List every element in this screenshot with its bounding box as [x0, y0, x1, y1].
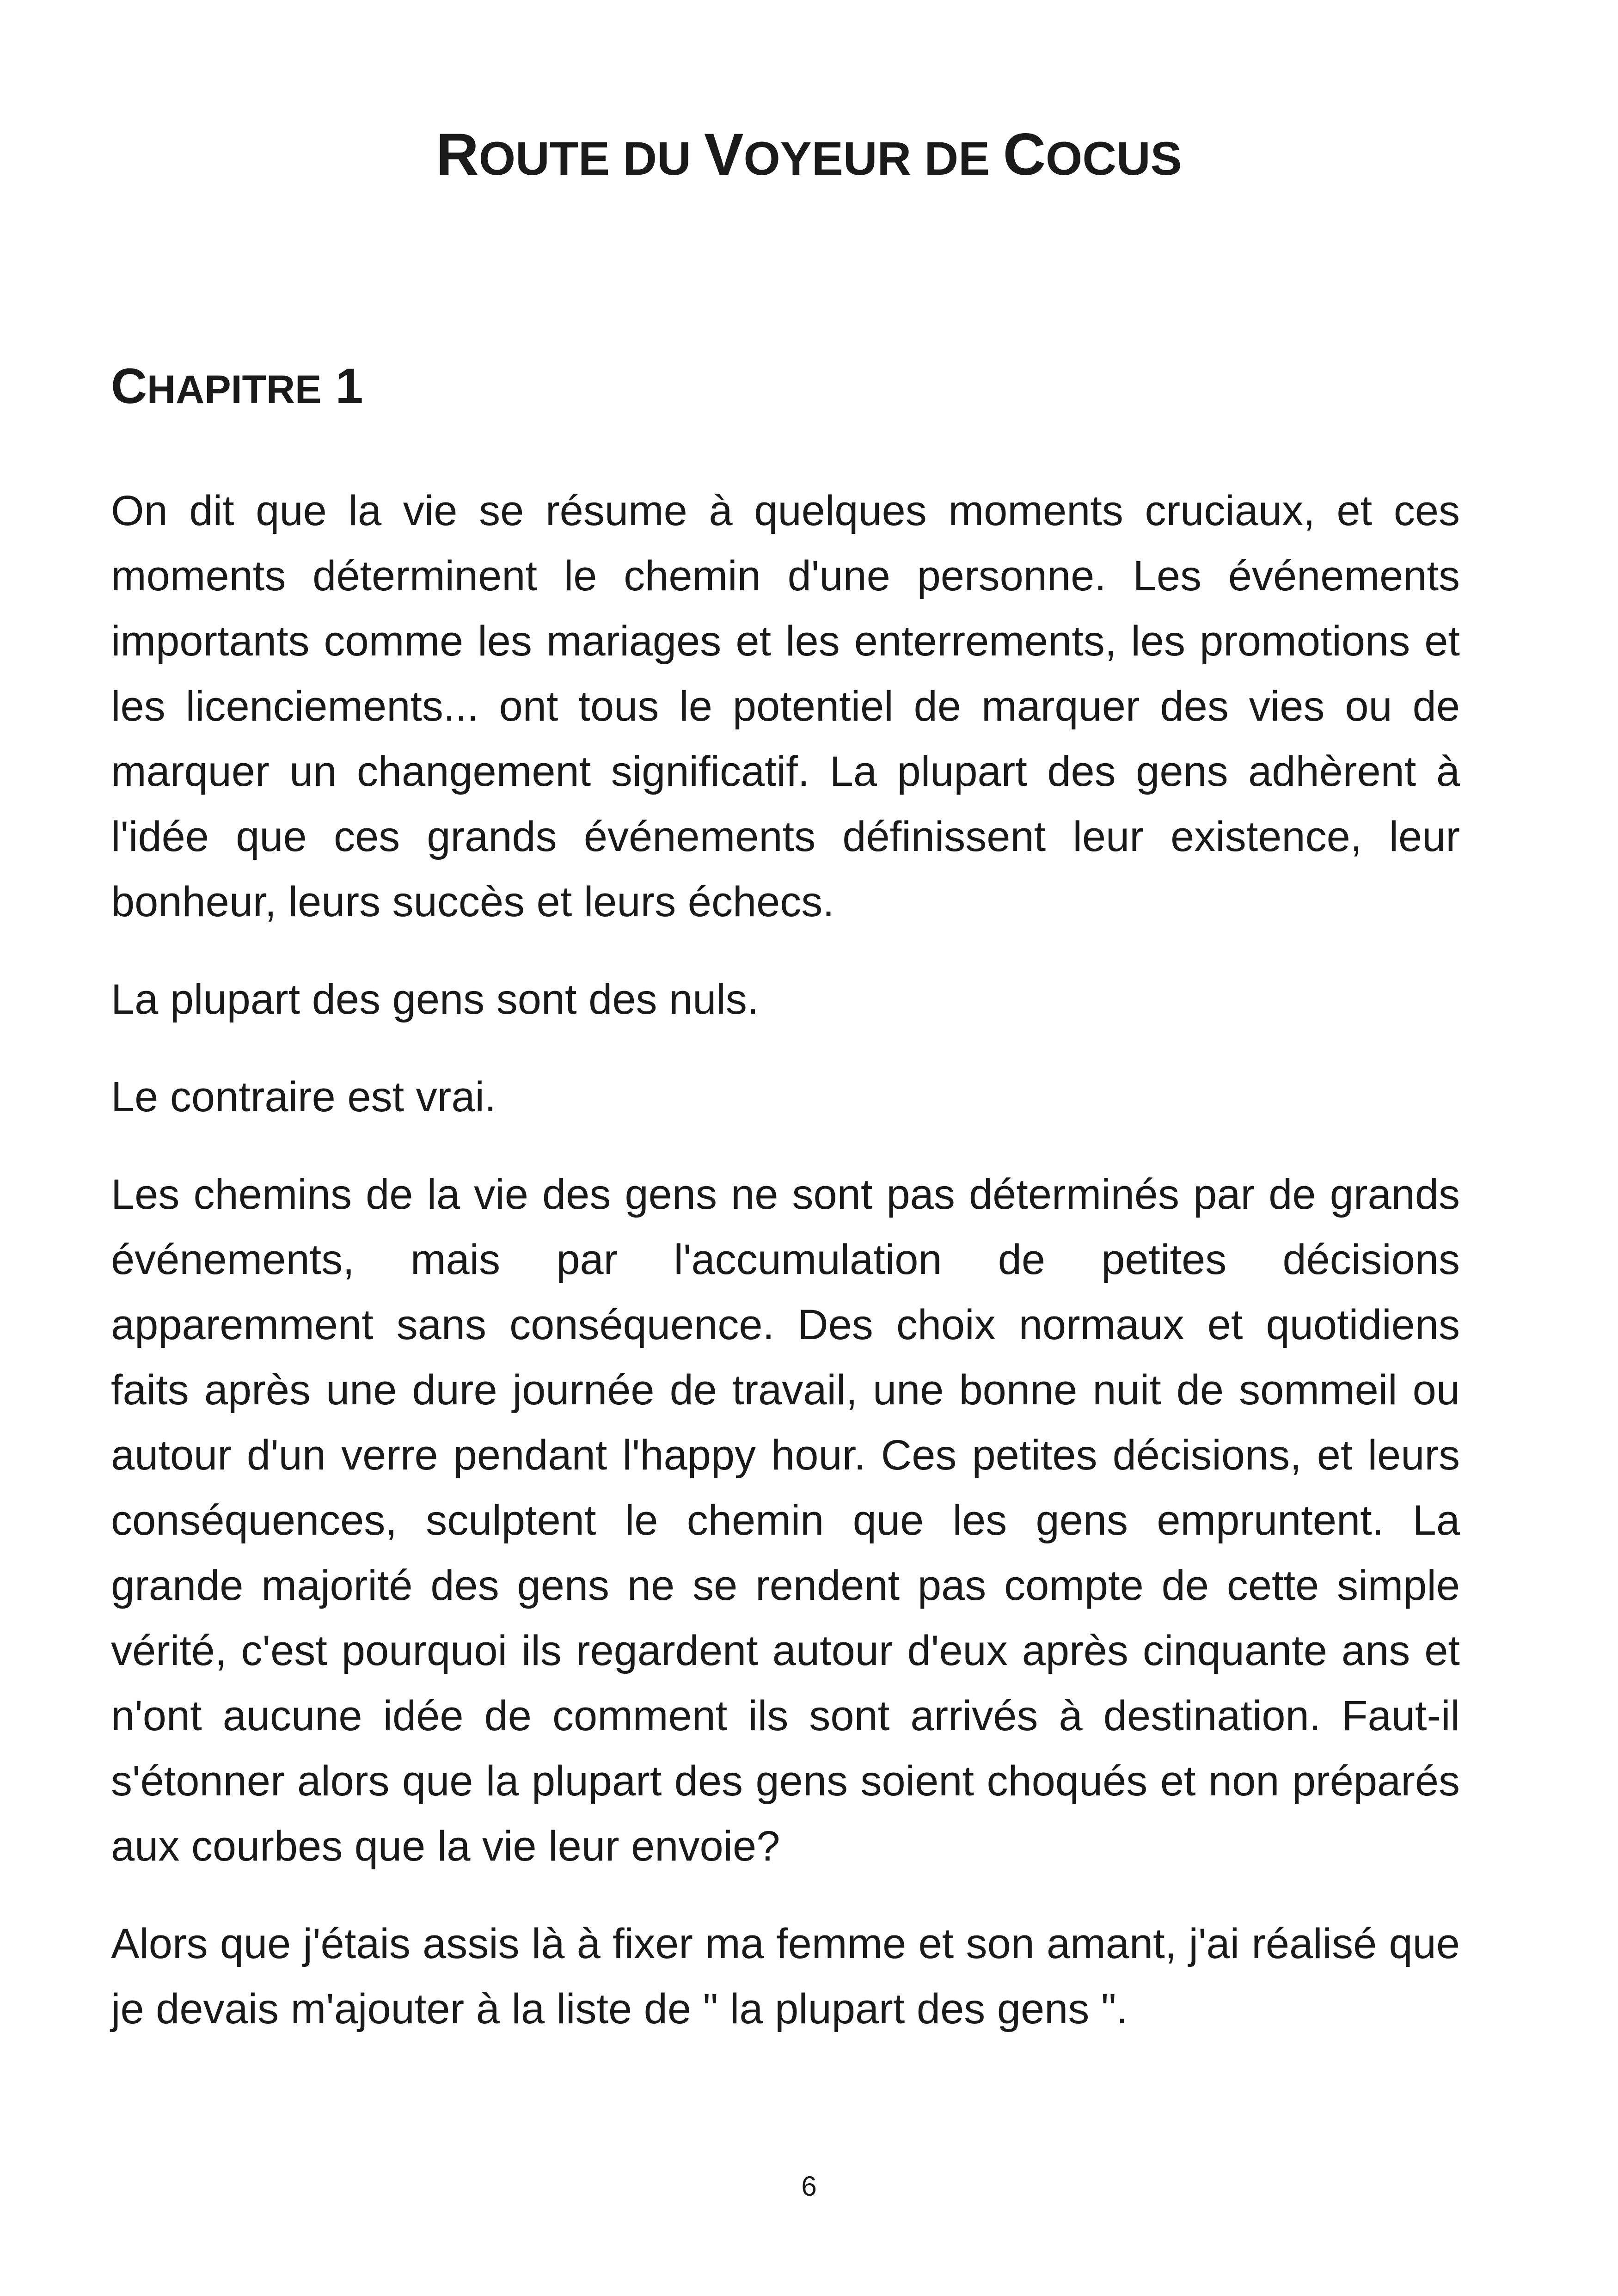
- title-rest-1: OUTE DU: [478, 132, 705, 185]
- title-initial-2: V: [704, 122, 744, 188]
- chapter-body: [111, 478, 1460, 2074]
- chapter-number: 1: [335, 358, 363, 414]
- chapter-word-rest: HAPITRE: [147, 367, 322, 412]
- title-rest-2: OYEUR DE: [743, 132, 1003, 185]
- title-initial-1: R: [436, 122, 479, 188]
- title-initial-3: C: [1003, 122, 1046, 188]
- paragraph: La plupart des gens sont des nuls.: [111, 976, 759, 1023]
- paragraph: Les chemins de la vie des gens ne sont pas déterminés par de grands événements, mais par l'accumulation de petites décisions apparemment sans conséquence. Des choix normaux et quotidiens faits après une dure journée de travail, une bonne nuit de sommeil ou autour d'un verre pendant l'happy hour. Ces petites décisions, et leurs conséquences, sculptent le chemin que les gens empruntent. La grande majorité des gens ne se rendent pas compte de cette simple vérité, c'est pourquoi ils regardent autour d'eux après cinquante ans et n'ont aucune idée de comment ils sont arrivés à destination. Faut-il s'étonner alors que la plupart des gens soient choqués et non préparés aux courbes que la vie leur envoie?: [111, 1171, 1460, 1870]
- chapter-initial: C: [111, 358, 147, 414]
- paragraph: Alors que j'étais assis là à fixer ma femme et son amant, j'ai réalisé que je devais m'ajouter à la liste de " la plupart des gens ".: [111, 1920, 1460, 2033]
- title-rest-3: OCUS: [1046, 132, 1182, 185]
- paragraph: Le contraire est vrai.: [111, 1073, 496, 1120]
- page-number: 6: [801, 2171, 817, 2202]
- chapter-heading: [111, 351, 363, 424]
- paragraph: On dit que la vie se résume à quelques moments cruciaux, et ces moments déterminent le chemin d'une personne. Les événements importants comme les mariages et les enterrements, les promotions et les licenciements... ont tous le potentiel de marquer des vies ou de marquer un changement significatif. La plupart des gens adhèrent à l'idée que ces grands événements définissent leur existence, leur bonheur, leurs succès et leurs échecs.: [111, 487, 1460, 925]
- document-title: [0, 116, 1618, 198]
